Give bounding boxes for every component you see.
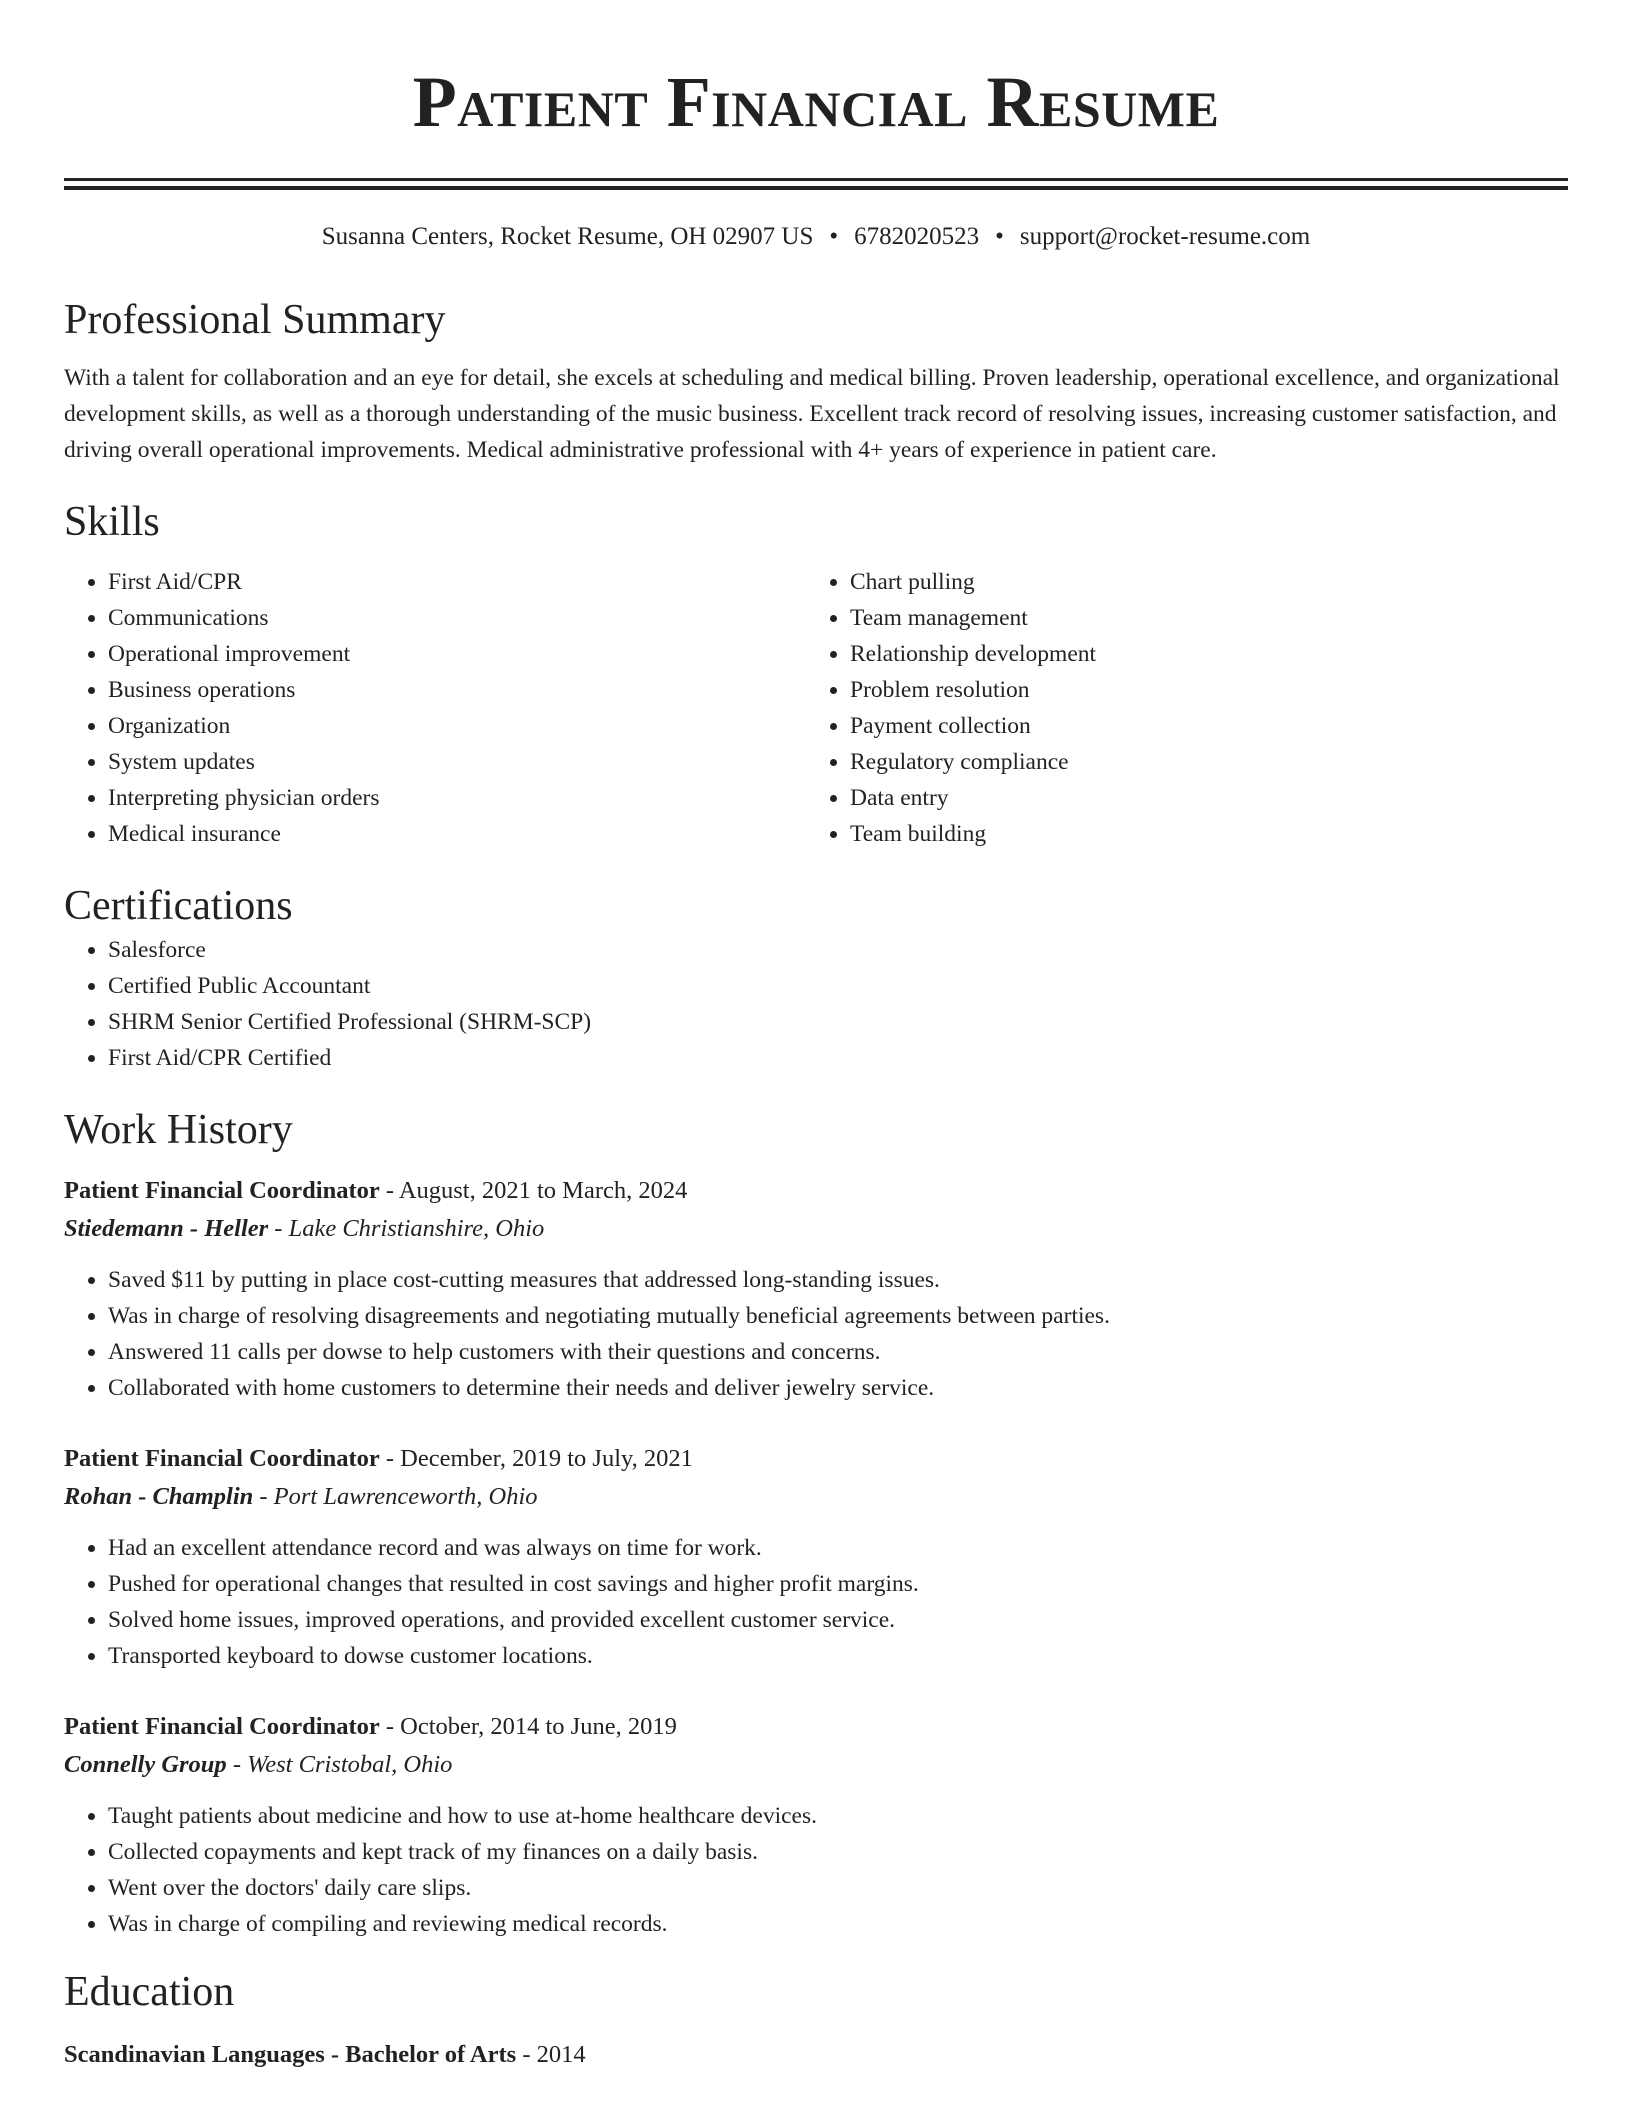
job-duty: • Solved home issues, improved operations, and provided excellent customer service.	[108, 1602, 1568, 1638]
job-location: - Port Lawrenceworth, Ohio	[253, 1483, 538, 1510]
job-duty: • Answered 11 calls per dowse to help customers with their questions and concerns.	[108, 1334, 1568, 1370]
education-entry	[64, 2036, 1568, 2074]
job-title-line	[64, 1708, 1568, 1746]
job-duties-list	[64, 1262, 1568, 1406]
skills-column-right	[806, 564, 1548, 852]
job-role: Patient Financial Coordinator	[64, 1177, 380, 1204]
job-company: Stiedemann - Heller	[64, 1215, 269, 1242]
contact-address: Susanna Centers, Rocket Resume, OH 02907 US	[321, 223, 814, 250]
certification-item: • SHRM Senior Certified Professional (SHRM-SCP)	[108, 1004, 1568, 1040]
skill-item: • Chart pulling	[850, 564, 1548, 600]
job-location: - Lake Christianshire, Ohio	[268, 1215, 545, 1242]
certifications-heading: Certifications	[64, 883, 293, 929]
contact-separator: •	[995, 223, 1004, 250]
skill-item: • Payment collection	[850, 708, 1548, 744]
summary-text: With a talent for collaboration and an eye for detail, she excels at scheduling and medical billing. Proven leadership, operational excellence, and organizational development skills, as well as a thorough understanding of the music business. Excellent track record of resolving issues, increasing customer satisfaction, and driving overall operational improvements. Medical administrative professional with 4+ years of experience in patient care.	[64, 365, 1560, 463]
skills-list-left	[64, 564, 806, 852]
skill-item: • Organization	[108, 708, 806, 744]
job-entry	[64, 1708, 1568, 1942]
job-duty: • Went over the doctors' daily care slips.	[108, 1870, 1568, 1906]
certification-item: • First Aid/CPR Certified	[108, 1040, 1568, 1076]
job-duties-list	[64, 1798, 1568, 1942]
skill-item: • First Aid/CPR	[108, 564, 806, 600]
job-entry	[64, 1172, 1568, 1406]
skill-item: • Communications	[108, 600, 806, 636]
job-duty: • Had an excellent attendance record and was always on time for work.	[108, 1530, 1568, 1566]
skill-item: • Business operations	[108, 672, 806, 708]
job-duty: • Was in charge of resolving disagreements and negotiating mutually beneficial agreements between parties.	[108, 1298, 1568, 1334]
skills-list-right	[806, 564, 1548, 852]
education-year: - 2014	[516, 2041, 586, 2068]
job-duty: • Taught patients about medicine and how to use at-home healthcare devices.	[108, 1798, 1568, 1834]
job-title-line	[64, 1172, 1568, 1210]
contact-phone: 6782020523	[854, 223, 980, 250]
certification-item: • Certified Public Accountant	[108, 968, 1568, 1004]
skills-heading: Skills	[64, 499, 160, 545]
skill-item: • Relationship development	[850, 636, 1548, 672]
job-duty: • Pushed for operational changes that resulted in cost savings and higher profit margins.	[108, 1566, 1568, 1602]
contact-separator: •	[829, 223, 839, 250]
job-company-line	[64, 1210, 1568, 1248]
job-title-line	[64, 1440, 1568, 1478]
job-company: Rohan - Champlin	[64, 1483, 254, 1510]
skills-column-left	[64, 564, 806, 852]
skills-grid	[64, 564, 1568, 852]
job-company: Connelly Group	[64, 1751, 227, 1778]
education-heading: Education	[64, 1969, 235, 2015]
contact-line	[64, 220, 1568, 254]
job-dates: - December, 2019 to July, 2021	[379, 1445, 693, 1472]
title-divider	[64, 178, 1568, 190]
skill-item: • Problem resolution	[850, 672, 1548, 708]
job-duty: • Saved $11 by putting in place cost-cutting measures that addressed long-standing issues.	[108, 1262, 1568, 1298]
skill-item: • System updates	[108, 744, 806, 780]
job-company-line	[64, 1478, 1568, 1516]
job-duty: • Transported keyboard to dowse customer locations.	[108, 1638, 1568, 1674]
resume-title: Patient Financial Resume	[412, 62, 1220, 142]
education-degree: Scandinavian Languages - Bachelor of Arts	[64, 2041, 517, 2068]
job-duties-list	[64, 1530, 1568, 1674]
job-duty: • Was in charge of compiling and reviewing medical records.	[108, 1906, 1568, 1942]
job-dates: - October, 2014 to June, 2019	[379, 1713, 677, 1740]
certifications-list	[64, 932, 1568, 1076]
job-dates: - August, 2021 to March, 2024	[379, 1177, 688, 1204]
skill-item: • Regulatory compliance	[850, 744, 1548, 780]
skill-item: • Medical insurance	[108, 816, 806, 852]
job-company-line	[64, 1746, 1568, 1784]
contact-email: support@rocket-resume.com	[1019, 223, 1311, 250]
work-history-heading: Work History	[64, 1107, 293, 1153]
skill-item: • Team building	[850, 816, 1548, 852]
certification-item: • Salesforce	[108, 932, 1568, 968]
job-duty: • Collected copayments and kept track of my finances on a daily basis.	[108, 1834, 1568, 1870]
skill-item: • Team management	[850, 600, 1548, 636]
job-role: Patient Financial Coordinator	[64, 1713, 380, 1740]
skill-item: • Interpreting physician orders	[108, 780, 806, 816]
job-role: Patient Financial Coordinator	[64, 1445, 380, 1472]
skill-item: • Data entry	[850, 780, 1548, 816]
job-location: - West Cristobal, Ohio	[226, 1751, 453, 1778]
job-duty: • Collaborated with home customers to determine their needs and deliver jewelry service.	[108, 1370, 1568, 1406]
skill-item: • Operational improvement	[108, 636, 806, 672]
job-entry	[64, 1440, 1568, 1674]
summary-heading: Professional Summary	[64, 297, 446, 343]
